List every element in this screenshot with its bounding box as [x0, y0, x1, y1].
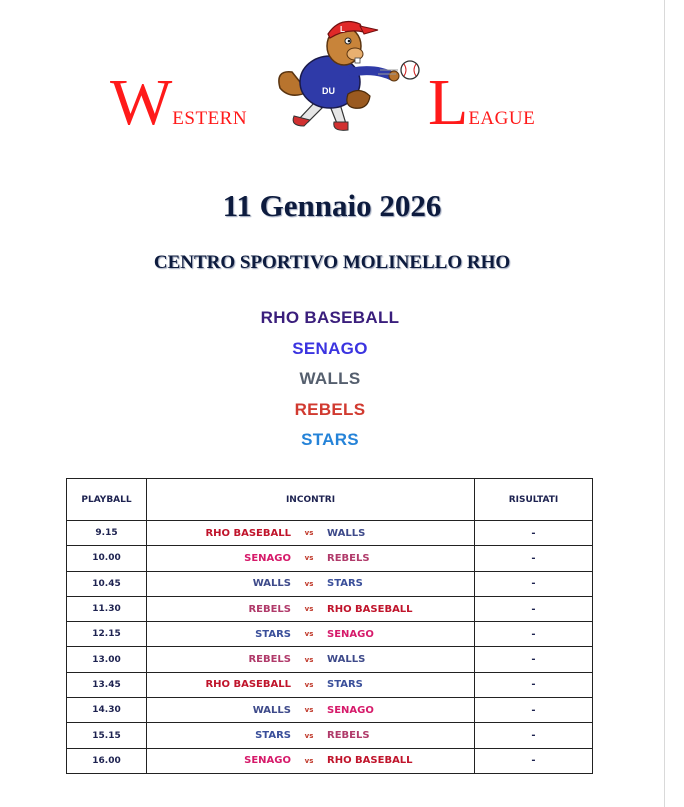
home-team: STARS	[255, 628, 291, 640]
result-cell: -	[475, 723, 593, 748]
away-team: RHO BASEBALL	[327, 603, 413, 615]
home-team: STARS	[255, 730, 291, 742]
result-cell: -	[475, 698, 593, 723]
table-row	[67, 698, 593, 723]
table-row	[67, 748, 593, 773]
svg-text:DU: DU	[322, 86, 335, 96]
team-name: SENAGO	[292, 338, 368, 358]
match-cell	[147, 748, 475, 773]
match-cell	[147, 672, 475, 697]
match-cell	[147, 698, 475, 723]
playball-time: 10.00	[67, 546, 147, 571]
header-risultati: RISULTATI	[475, 479, 593, 521]
svg-text:L: L	[340, 25, 345, 34]
away-team: REBELS	[327, 552, 370, 564]
header-playball: PLAYBALL	[67, 479, 147, 521]
table-row	[67, 647, 593, 672]
result-cell: -	[475, 647, 593, 672]
match-cell	[147, 723, 475, 748]
beaver-baseball-pitcher-icon	[260, 10, 430, 135]
match-cell	[147, 596, 475, 621]
team-name: REBELS	[294, 399, 366, 419]
schedule-table	[66, 478, 593, 774]
team-list	[0, 306, 660, 459]
vs-label: vs	[304, 731, 314, 740]
playball-time: 16.00	[67, 748, 147, 773]
table-row	[67, 546, 593, 571]
away-team: WALLS	[327, 527, 366, 539]
vs-label: vs	[304, 630, 314, 639]
match-cell	[147, 622, 475, 647]
home-team: REBELS	[248, 603, 291, 615]
table-row	[67, 622, 593, 647]
home-team: SENAGO	[244, 755, 291, 767]
result-cell: -	[475, 571, 593, 596]
playball-time: 15.15	[67, 723, 147, 748]
table-row	[67, 672, 593, 697]
vs-label: vs	[304, 529, 314, 538]
result-cell: -	[475, 596, 593, 621]
away-team: STARS	[327, 679, 363, 691]
playball-time: 9.15	[67, 521, 147, 546]
result-cell: -	[475, 748, 593, 773]
table-row	[67, 571, 593, 596]
vs-label: vs	[304, 756, 314, 765]
home-team: WALLS	[252, 578, 291, 590]
vs-label: vs	[304, 554, 314, 563]
vs-label: vs	[304, 655, 314, 664]
venue-name: CENTRO SPORTIVO MOLINELLO RHO	[153, 252, 511, 273]
vs-label: vs	[304, 706, 314, 715]
match-cell	[147, 546, 475, 571]
result-cell: -	[475, 546, 593, 571]
away-team: STARS	[327, 578, 363, 590]
playball-time: 14.30	[67, 698, 147, 723]
home-team: REBELS	[248, 654, 291, 666]
home-team: RHO BASEBALL	[205, 527, 291, 539]
logo-word-western: WESTERN	[110, 66, 248, 139]
result-cell: -	[475, 521, 593, 546]
match-cell	[147, 571, 475, 596]
vs-label: vs	[304, 680, 314, 689]
home-team: SENAGO	[244, 552, 291, 564]
result-cell: -	[475, 672, 593, 697]
table-row	[67, 723, 593, 748]
team-name: RHO BASEBALL	[260, 308, 400, 327]
table-header-row	[67, 479, 593, 521]
table-row	[67, 596, 593, 621]
playball-time: 12.15	[67, 622, 147, 647]
match-cell	[147, 521, 475, 546]
logo-word-league: LEAGUE	[428, 66, 536, 139]
result-cell: -	[475, 622, 593, 647]
home-team: WALLS	[252, 704, 291, 716]
header-incontri: INCONTRI	[147, 479, 475, 521]
team-name: STARS	[301, 430, 359, 449]
playball-time: 13.45	[67, 672, 147, 697]
vs-label: vs	[304, 579, 314, 588]
away-team: SENAGO	[327, 704, 374, 716]
away-team: REBELS	[327, 730, 370, 742]
away-team: RHO BASEBALL	[327, 755, 413, 767]
home-team: RHO BASEBALL	[205, 679, 291, 691]
table-row	[67, 521, 593, 546]
vs-label: vs	[304, 605, 314, 614]
western-league-logo	[100, 10, 560, 139]
team-name: WALLS	[299, 369, 361, 388]
playball-time: 10.45	[67, 571, 147, 596]
playball-time: 11.30	[67, 596, 147, 621]
playball-time: 13.00	[67, 647, 147, 672]
away-team: SENAGO	[327, 628, 374, 640]
away-team: WALLS	[327, 654, 366, 666]
event-date: 11 Gennaio 2026	[222, 188, 442, 223]
page-edge	[664, 0, 665, 807]
match-cell	[147, 647, 475, 672]
